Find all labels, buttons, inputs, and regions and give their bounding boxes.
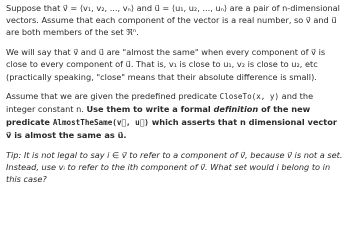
paragraph-tip: Tip: It is not legal to say i ∈ v⃗ to refer to a component of v⃗, because v⃗ is not a set. Instead, use vᵢ to refer to the ith component of v⃗. What set would i belong to in this case?	[6, 149, 343, 184]
task-bold-italic-definition: definition	[213, 104, 259, 115]
task-bold-text-2: of the new predicate	[6, 104, 311, 127]
task-bold-text-3: which asserts that n dimensional vector v⃗ is almost the same as u⃗.	[6, 116, 337, 140]
paragraph-almost-same-explanation: We will say that v⃗ and u⃗ are "almost the same" when every component of v⃗ is close to every component of u⃗. That is, v₁ is close to u₁, v₂ is close to u₂, etc (practically speaking, "close" means that their absolute difference is small).	[6, 47, 326, 82]
task-constant-text: and the integer constant n.	[6, 91, 314, 115]
paragraph-task-instruction	[6, 90, 344, 141]
task-intro-text: Assume that we are given the predefined predicate	[6, 91, 220, 102]
task-bold-text-1: Use them to write a formal	[86, 104, 214, 115]
almostthesame-predicate-code: AlmostTheSame(v⃗, u⃗)	[52, 117, 149, 127]
closeto-predicate-code: CloseTo(x, y)	[219, 92, 280, 102]
paragraph-vector-definition: Suppose that v⃗ = ⟨v₁, v₂, ..., vₙ⟩ and u⃗ = ⟨u₁, u₂, ..., uₙ⟩ are a pair of n-dimensional vectors. Assume that each component of the vector is a real number, so v⃗ and u⃗ are both members of the set ℜⁿ.	[6, 3, 340, 38]
